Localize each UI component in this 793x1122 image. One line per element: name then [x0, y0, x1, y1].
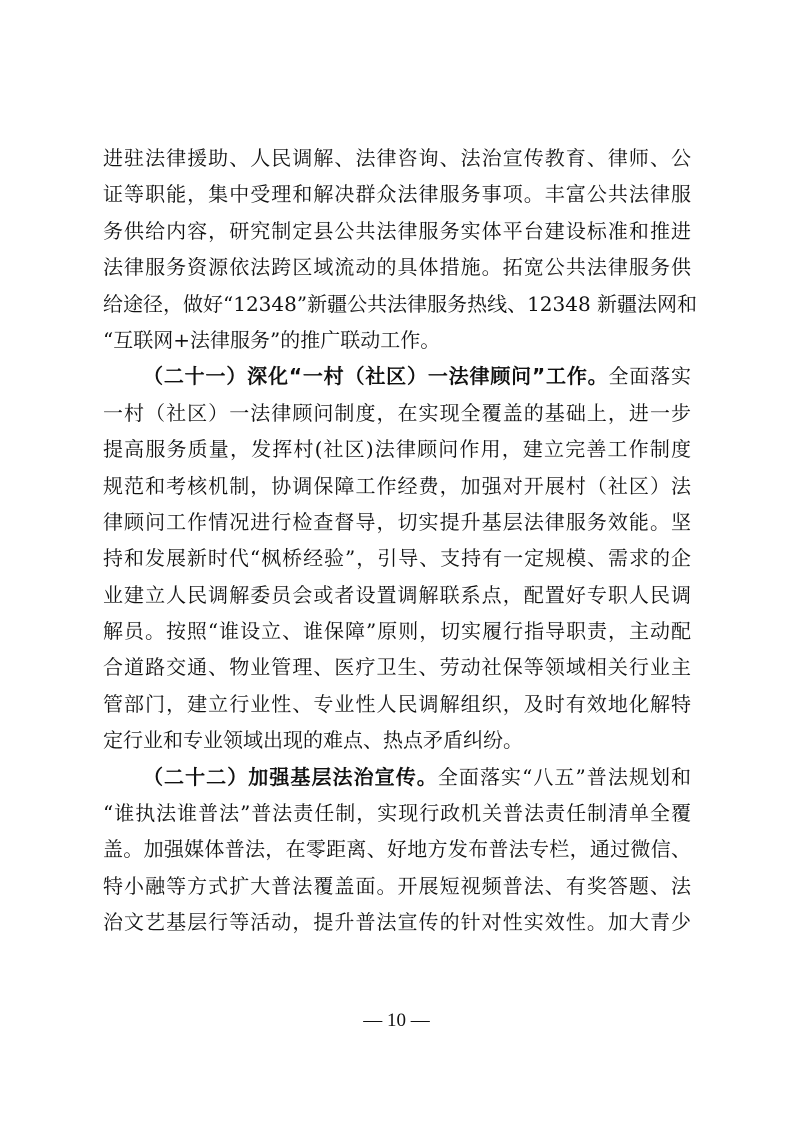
text-line: “互联网+法律服务”的推广联动工作。 — [103, 327, 441, 352]
text-line: “谁执法谁普法”普法责任制，实现行政机关普法责任制清单全覆 — [103, 801, 691, 826]
text-line: 提高服务质量，发挥村(社区)法律顾问作用，建立完善工作制度 — [103, 437, 691, 462]
document-body — [103, 140, 698, 941]
paragraph-legal-services — [103, 140, 698, 358]
text-line: 证等职能，集中受理和解决群众法律服务事项。丰富公共法律服 — [103, 182, 691, 207]
heading-trailing-text: 全面落实“八五”普法规划和 — [437, 764, 692, 789]
paragraph-first-line — [103, 759, 691, 795]
text-line: 解员。按照“谁设立、谁保障”原则，切实履行指导职责，主动配 — [103, 619, 691, 644]
heading-trailing-text: 全面落实 — [608, 364, 692, 389]
text-line: 律顾问工作情况进行检查督导，切实提升基层法律服务效能。坚 — [103, 509, 691, 534]
text-line: 盖。加强媒体普法，在零距离、好地方发布普法专栏，通过微信、 — [103, 837, 691, 862]
text-line: 治文艺基层行等活动，提升普法宣传的针对性实效性。加大青少 — [103, 910, 691, 935]
section-heading-22: （二十二）加强基层法治宣传。 — [143, 764, 438, 789]
text-line: 业建立人民调解委员会或者设置调解联系点，配置好专职人民调 — [103, 582, 691, 607]
paragraph-21-legal-advisor — [103, 358, 691, 758]
text-line: 定行业和专业领域出现的难点、热点矛盾纠纷。 — [103, 728, 523, 753]
text-line: 进驻法律援助、人民调解、法律咨询、法治宣传教育、律师、公 — [103, 146, 691, 170]
text-line: 给途径，做好“12348”新疆公共法律服务热线、12348 新疆法网和 — [103, 291, 698, 316]
text-line: 持和发展新时代“枫桥经验”，引导、支持有一定规模、需求的企 — [103, 546, 691, 571]
text-line: 管部门，建立行业性、专业性人民调解组织，及时有效地化解特 — [103, 691, 691, 716]
paragraph-22-legal-publicity — [103, 759, 691, 941]
text-line: 务供给内容，研究制定县公共法律服务实体平台建设标准和推进 — [103, 218, 691, 243]
text-line: 法律服务资源依法跨区域流动的具体措施。拓宽公共法律服务供 — [103, 255, 691, 280]
paragraph-first-line — [103, 358, 691, 394]
text-line: 规范和考核机制，协调保障工作经费，加强对开展村（社区）法 — [103, 473, 691, 498]
text-line: 合道路交通、物业管理、医疗卫生、劳动社保等领域相关行业主 — [103, 655, 691, 680]
page-number: — 10 — — [363, 1010, 430, 1031]
text-line: 一村（社区）一法律顾问制度，在实现全覆盖的基础上，进一步 — [103, 400, 691, 425]
section-heading-21: （二十一）深化“一村（社区）一法律顾问”工作。 — [143, 364, 609, 389]
text-line: 特小融等方式扩大普法覆盖面。开展短视频普法、有奖答题、法 — [103, 873, 691, 898]
